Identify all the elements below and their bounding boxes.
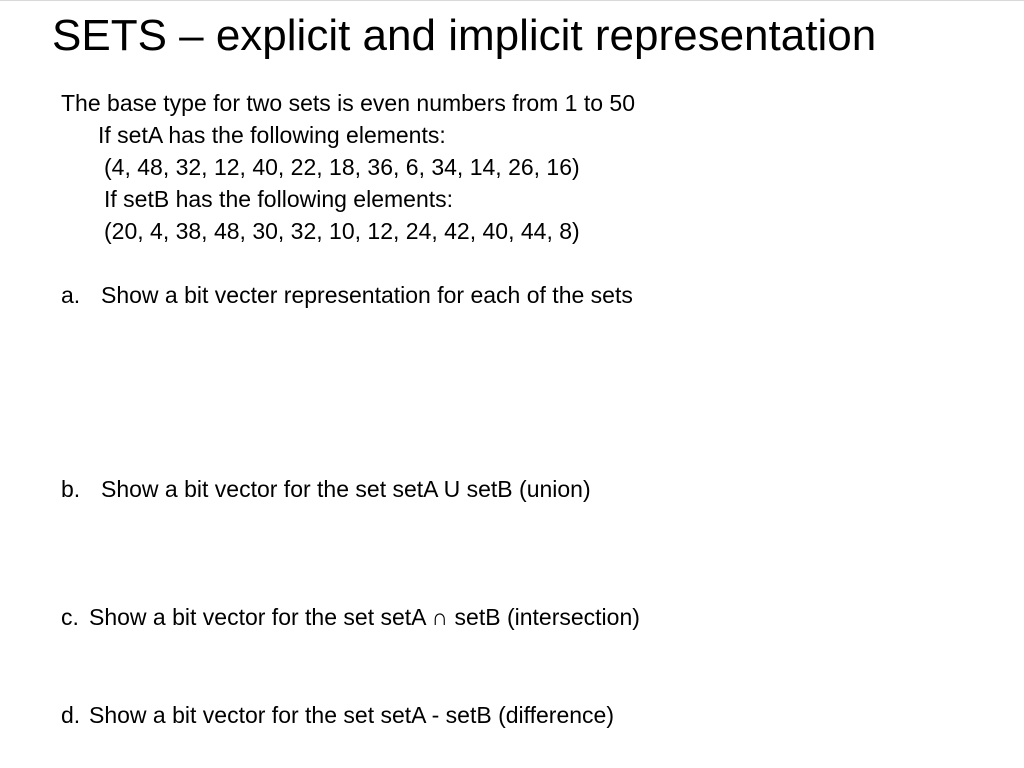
intro-text: The base type for two sets is even numbers from 1 to 50 <box>61 90 636 116</box>
question-b-marker: b. <box>61 476 81 502</box>
question-b-text: Show a bit vector for the set setA U setB (union) <box>101 476 591 502</box>
question-c-marker: c. <box>61 604 79 630</box>
question-a-text: Show a bit vecter representation for each of the sets <box>101 282 633 308</box>
question-d-text: Show a bit vector for the set setA - setB (difference) <box>89 702 614 728</box>
question-a-marker: a. <box>61 282 81 308</box>
question-c <box>61 603 640 631</box>
question-b <box>61 475 591 503</box>
question-d <box>61 701 614 729</box>
question-d-marker: d. <box>61 702 81 728</box>
set-b-label: If setB has the following elements: <box>104 186 454 212</box>
question-a <box>61 281 633 309</box>
top-divider <box>0 0 1024 1</box>
set-a-values: (4, 48, 32, 12, 40, 22, 18, 36, 6, 34, 14, 26, 16) <box>104 154 580 180</box>
set-a-label: If setA has the following elements: <box>98 122 446 148</box>
question-c-text: Show a bit vector for the set setA ∩ setB (intersection) <box>89 604 640 630</box>
slide-title: SETS – explicit and implicit representation <box>52 11 877 60</box>
set-b-values: (20, 4, 38, 48, 30, 32, 10, 12, 24, 42, 40, 44, 8) <box>104 218 580 244</box>
